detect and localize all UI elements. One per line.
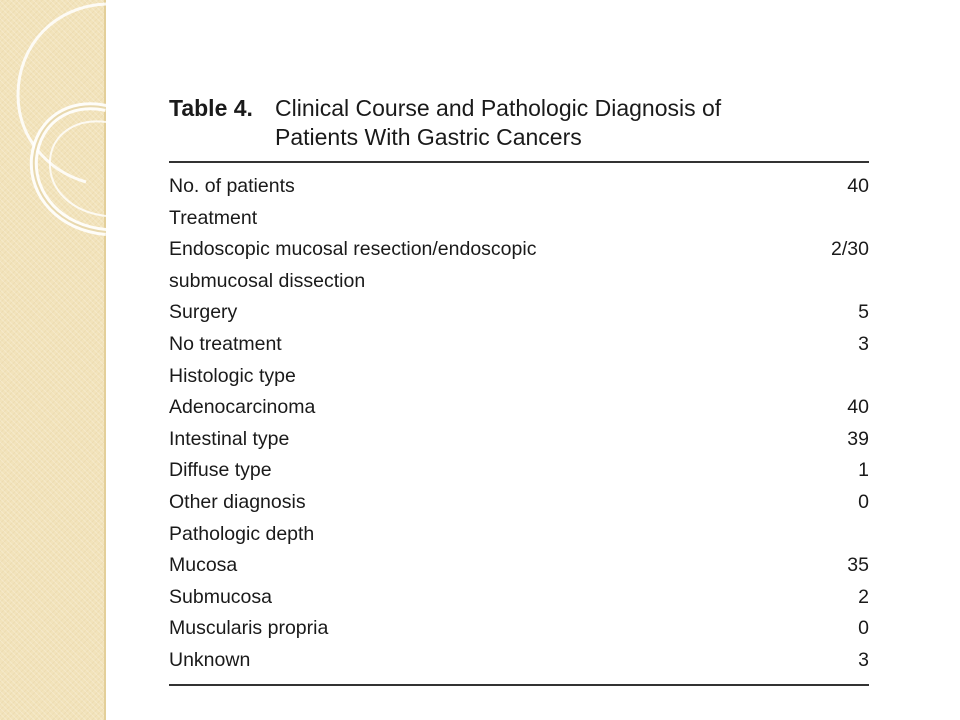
row-label: Mucosa	[169, 554, 238, 577]
table-row	[169, 583, 869, 615]
table-row	[169, 330, 869, 362]
table-row	[169, 520, 869, 552]
row-label: Adenocarcinoma	[169, 396, 316, 419]
table-label: Table 4.	[169, 95, 253, 121]
row-value: 3	[858, 332, 869, 355]
table-row	[169, 456, 869, 488]
data-table	[169, 172, 869, 678]
table-row	[169, 425, 869, 457]
row-label: Endoscopic mucosal resection/endoscopic	[169, 238, 537, 261]
row-value: 3	[858, 648, 869, 671]
row-value: 2	[858, 585, 869, 608]
table-row	[169, 551, 869, 583]
row-value: 40	[847, 396, 869, 419]
row-value: 0	[858, 617, 869, 640]
table-caption	[169, 94, 869, 152]
row-label: Muscularis propria	[169, 617, 329, 640]
row-value	[749, 520, 869, 552]
row-label: Diffuse type	[169, 459, 272, 482]
top-rule	[169, 161, 869, 163]
table-title: Clinical Course and Pathologic Diagnosis of Patients With Gastric Cancers	[275, 95, 722, 150]
row-value	[749, 204, 869, 236]
row-label: Submucosa	[169, 585, 272, 608]
row-label: Other diagnosis	[169, 490, 306, 513]
table-row	[169, 204, 869, 236]
bottom-rule	[169, 684, 869, 686]
row-label-continued: submucosal dissection	[169, 269, 366, 292]
row-value: 40	[847, 175, 869, 197]
row-value: 5	[858, 301, 869, 324]
table-row	[169, 267, 869, 299]
row-value: 35	[847, 554, 869, 577]
decorative-side-strip	[0, 0, 106, 720]
row-label: Unknown	[169, 648, 251, 671]
row-value: 0	[858, 490, 869, 513]
table-row	[169, 614, 869, 646]
row-label: Surgery	[169, 301, 238, 324]
row-value: 2/30	[831, 238, 869, 261]
table-row	[169, 362, 869, 394]
row-value: 39	[847, 427, 869, 450]
row-value	[749, 362, 869, 394]
table-row	[169, 646, 869, 678]
section-heading: Histologic type	[169, 364, 296, 387]
row-label: Intestinal type	[169, 427, 290, 450]
table-row	[169, 298, 869, 330]
row-value: 1	[858, 459, 869, 482]
table-row	[169, 488, 869, 520]
decorative-rings	[0, 0, 106, 720]
row-label: No. of patients	[169, 175, 295, 197]
section-heading: Treatment	[169, 206, 258, 229]
table-container	[169, 94, 869, 686]
table-row	[169, 235, 869, 267]
row-value	[749, 267, 869, 299]
row-label: No treatment	[169, 332, 282, 355]
table-row	[169, 393, 869, 425]
section-heading: Pathologic depth	[169, 522, 315, 545]
table-row	[169, 172, 869, 204]
